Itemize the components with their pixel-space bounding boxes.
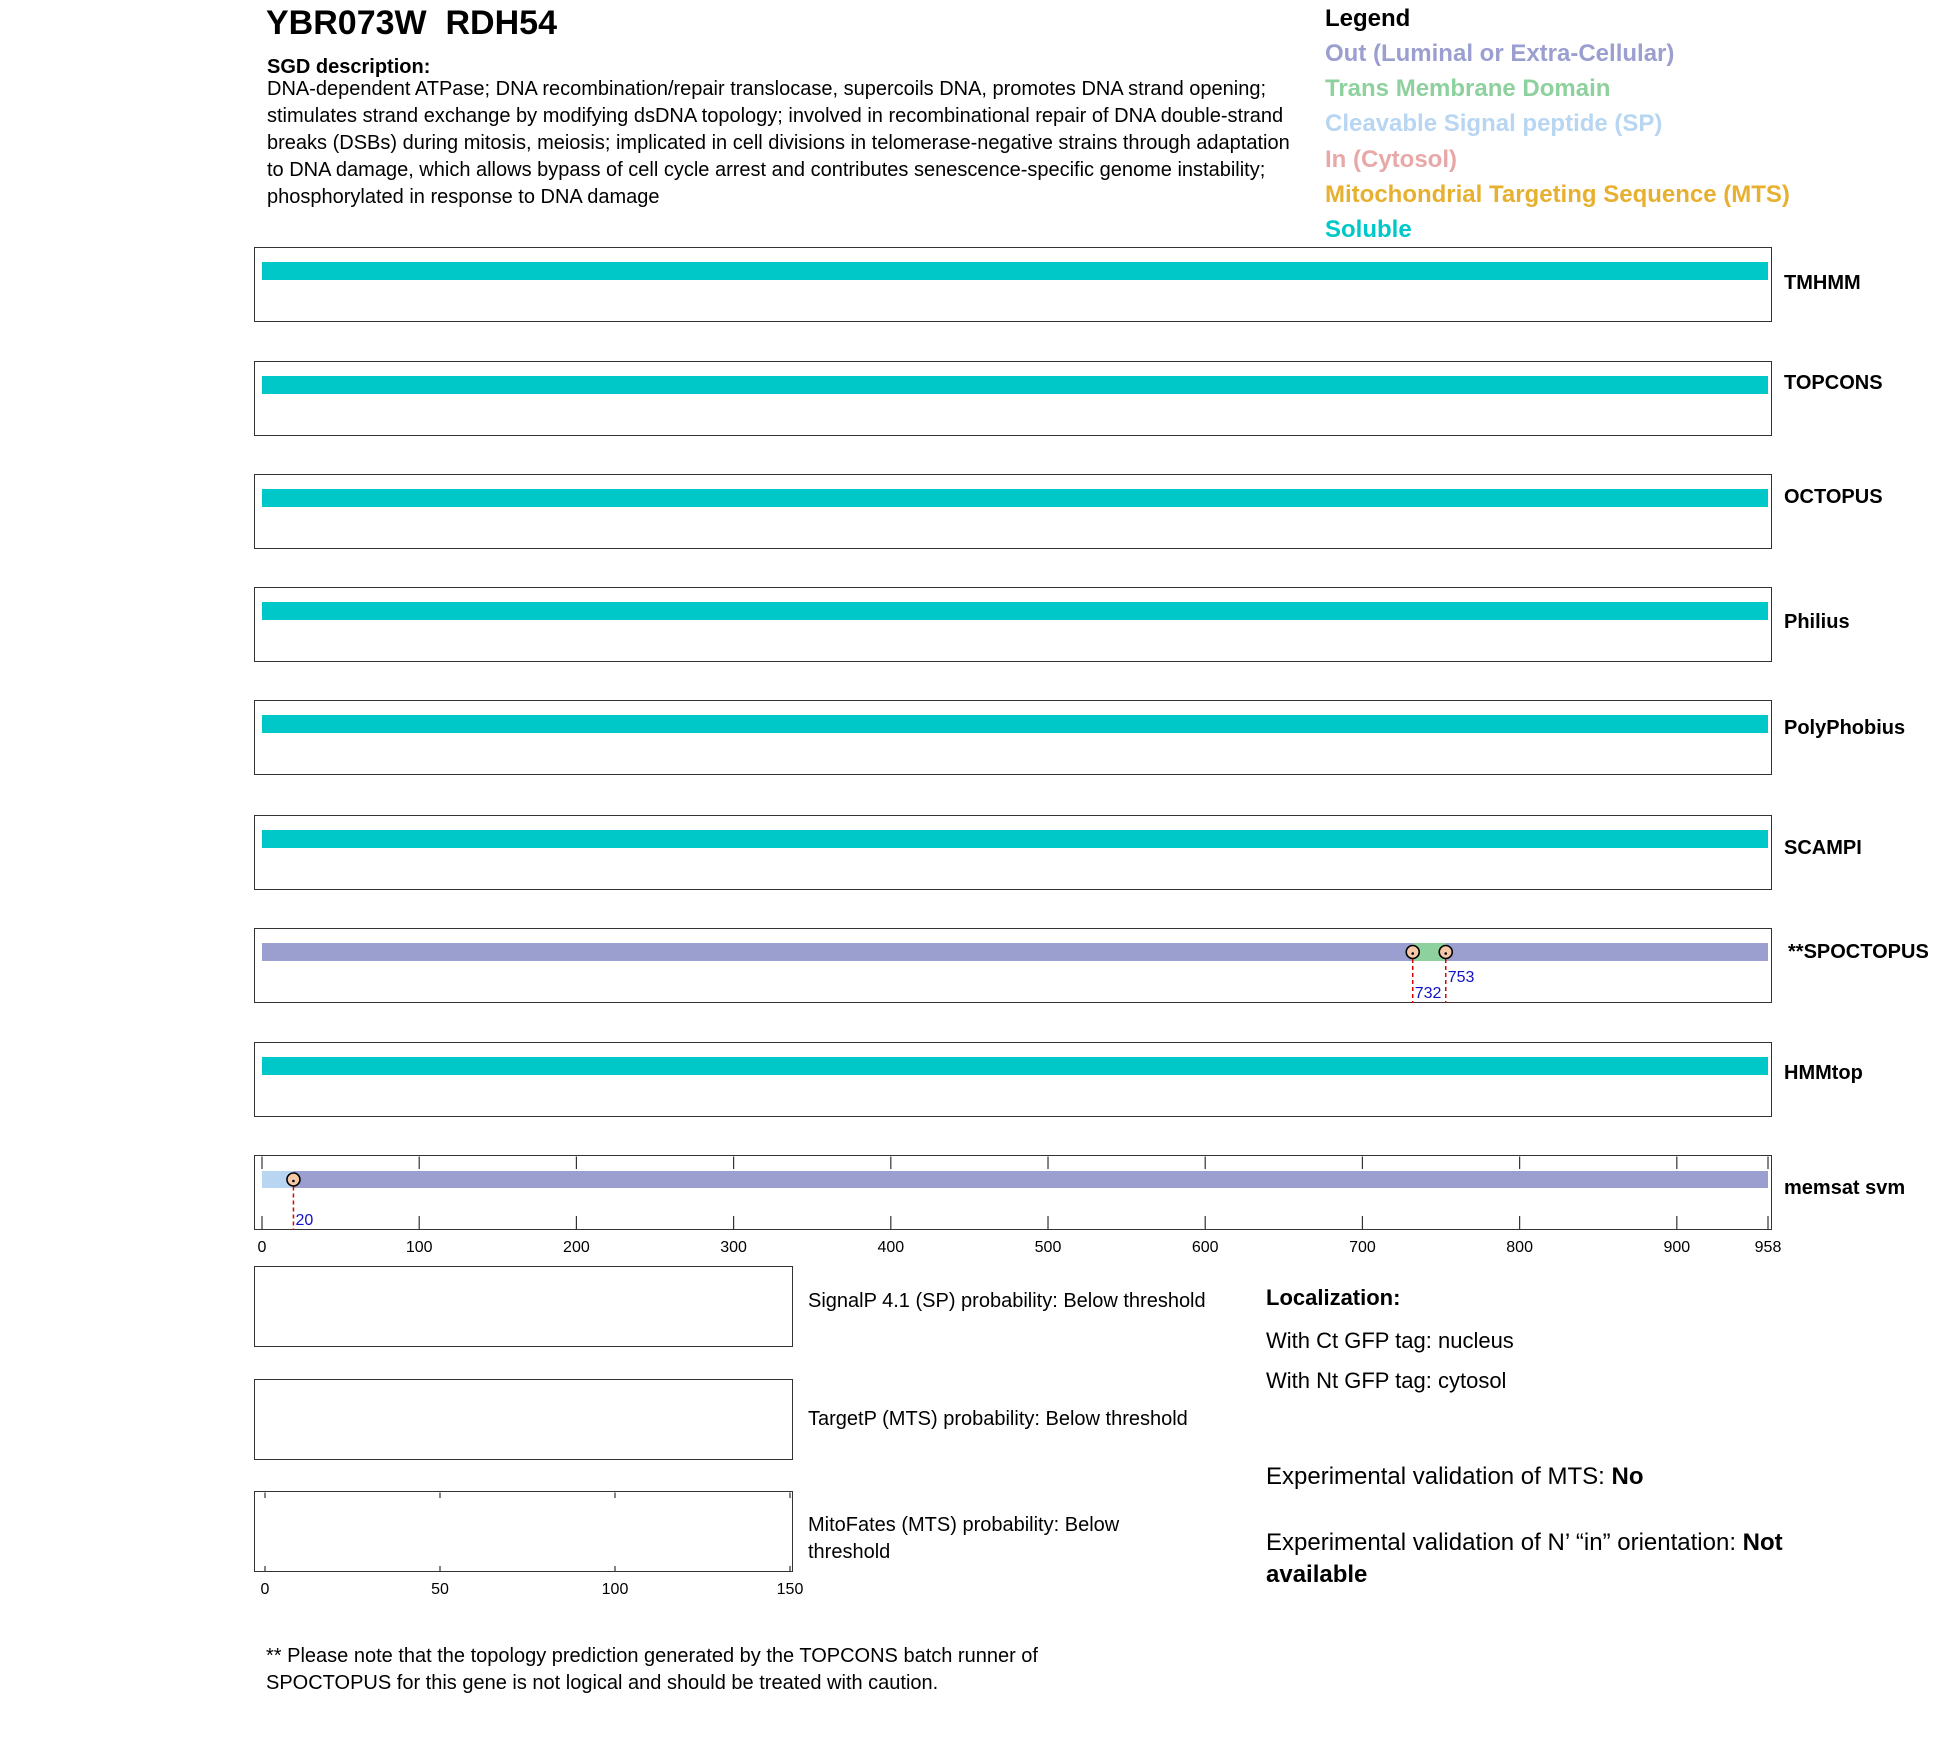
x-tick-label: 900 <box>1662 1238 1690 1256</box>
small-axis <box>254 1491 803 1598</box>
track-panel-4 <box>254 700 1772 775</box>
tool-label: Philius <box>1784 611 1850 633</box>
legend-title: Legend <box>1325 5 1411 32</box>
tool-label: HMMtop <box>1784 1062 1863 1084</box>
marker-dot <box>1444 952 1447 955</box>
marker-circle <box>286 1173 299 1186</box>
mitofates-text: MitoFates (MTS) probability: Below threshold <box>808 1514 1120 1563</box>
track-panel-6 <box>254 928 1772 1003</box>
localization-ct: With Ct GFP tag: nucleus <box>1266 1328 1514 1353</box>
legend-item-mts: Mitochondrial Targeting Sequence (MTS) <box>1325 181 1790 208</box>
small-tick-label: 150 <box>776 1580 803 1598</box>
small-tick-label: 50 <box>430 1580 449 1598</box>
legend-item-sp: Cleavable Signal peptide (SP) <box>1325 110 1663 137</box>
validation-mts-value: No <box>1611 1463 1644 1490</box>
validation-mts <box>1266 1461 1866 1493</box>
tool-label: SCAMPI <box>1784 837 1862 859</box>
small-tick-label: 0 <box>260 1580 269 1598</box>
signalp-text: SignalP 4.1 (SP) probability: Below threshold <box>808 1290 1206 1312</box>
validation-mts-label: Experimental validation of MTS: <box>1266 1463 1612 1490</box>
validation-orient-label: Experimental validation of N’ “in” orientation: <box>1266 1529 1743 1556</box>
track-panel-5 <box>254 815 1772 890</box>
track-svg <box>254 928 1772 1003</box>
track-panel-7 <box>254 1042 1772 1117</box>
track-panel-2 <box>254 474 1772 549</box>
localization-nt: With Nt GFP tag: cytosol <box>1266 1368 1507 1393</box>
segment-soluble <box>262 1057 1768 1075</box>
small-tick-label: 100 <box>601 1580 628 1598</box>
tool-label: TMHMM <box>1784 272 1861 294</box>
track-svg <box>254 700 1772 775</box>
tool-label: OCTOPUS <box>1784 486 1883 508</box>
x-tick-label: 700 <box>1348 1238 1376 1256</box>
gene-title: YBR073W RDH54 <box>266 4 557 42</box>
marker-circle <box>1439 945 1452 958</box>
marker-dot <box>292 1179 295 1182</box>
marker-label: 20 <box>294 1211 313 1229</box>
mitofates-panel <box>254 1491 803 1598</box>
track-svg <box>254 1042 1772 1117</box>
legend-item-soluble: Soluble <box>1325 216 1412 243</box>
x-tick-label: 800 <box>1505 1238 1533 1256</box>
track-svg <box>254 361 1772 436</box>
segment-out <box>262 943 1413 961</box>
x-tick-label: 600 <box>1191 1238 1219 1256</box>
segment-soluble <box>262 489 1768 507</box>
localization-title: Localization: <box>1266 1285 1401 1310</box>
segment-soluble <box>262 262 1768 280</box>
track-svg <box>254 587 1772 662</box>
x-tick-label: 0 <box>257 1238 266 1256</box>
track-panel-0 <box>254 247 1772 322</box>
tool-label: TOPCONS <box>1784 372 1883 394</box>
x-tick-label: 300 <box>719 1238 747 1256</box>
description-heading: SGD description: <box>267 56 431 78</box>
marker-circle <box>1406 945 1419 958</box>
tool-label: **SPOCTOPUS <box>1788 941 1929 963</box>
track-svg <box>254 815 1772 890</box>
x-tick-label: 100 <box>405 1238 433 1256</box>
track-panel-1 <box>254 361 1772 436</box>
tool-label: memsat svm <box>1784 1177 1906 1199</box>
tool-label: PolyPhobius <box>1784 717 1906 739</box>
segment-soluble <box>262 376 1768 394</box>
segment-soluble <box>262 715 1768 733</box>
x-tick-label: 500 <box>1034 1238 1061 1256</box>
track-panel-8 <box>254 1155 1781 1256</box>
marker-label: 732 <box>1414 984 1441 1002</box>
legend-item-out: Out (Luminal or Extra-Cellular) <box>1325 40 1675 67</box>
validation-orientation <box>1266 1527 1866 1591</box>
x-tick-label: 958 <box>1754 1238 1781 1256</box>
targetp-panel <box>254 1379 793 1460</box>
signalp-panel <box>254 1266 793 1347</box>
legend-item-tm: Trans Membrane Domain <box>1325 75 1611 102</box>
track-svg <box>254 474 1772 549</box>
track-svg <box>254 247 1772 322</box>
marker-dot <box>1411 952 1414 955</box>
targetp-text: TargetP (MTS) probability: Below threshold <box>808 1408 1188 1430</box>
gene-description: DNA-dependent ATPase; DNA recombination/repair translocase, supercoils DNA, promotes DNA strand opening; stimulates strand exchange by modifying dsDNA topology; involved in recombinational repair of DNA double-strand breaks (DSBs) during mitosis, meiosis; implicated in cell divisions in telomerase-negative strains through adaptation to DNA damage, which allows bypass of cell cycle arrest and contributes senescence-specific genome instability; phosphorylated in response to DNA damage <box>267 78 1290 208</box>
validation-orient-value: Not available <box>1266 1529 1783 1588</box>
segment-out <box>293 1171 1768 1188</box>
track-svg <box>254 1155 1781 1256</box>
legend-item-in: In (Cytosol) <box>1325 146 1457 173</box>
segment-out <box>1445 943 1767 961</box>
x-tick-label: 400 <box>876 1238 904 1256</box>
track-panel-3 <box>254 587 1772 662</box>
marker-label: 753 <box>1447 968 1474 986</box>
segment-soluble <box>262 602 1768 620</box>
segment-soluble <box>262 830 1768 848</box>
x-tick-label: 200 <box>562 1238 590 1256</box>
caution-note: ** Please note that the topology prediction generated by the TOPCONS batch runner of SPOCTOPUS for this gene is not logical and should be treated with caution. <box>266 1645 1038 1694</box>
